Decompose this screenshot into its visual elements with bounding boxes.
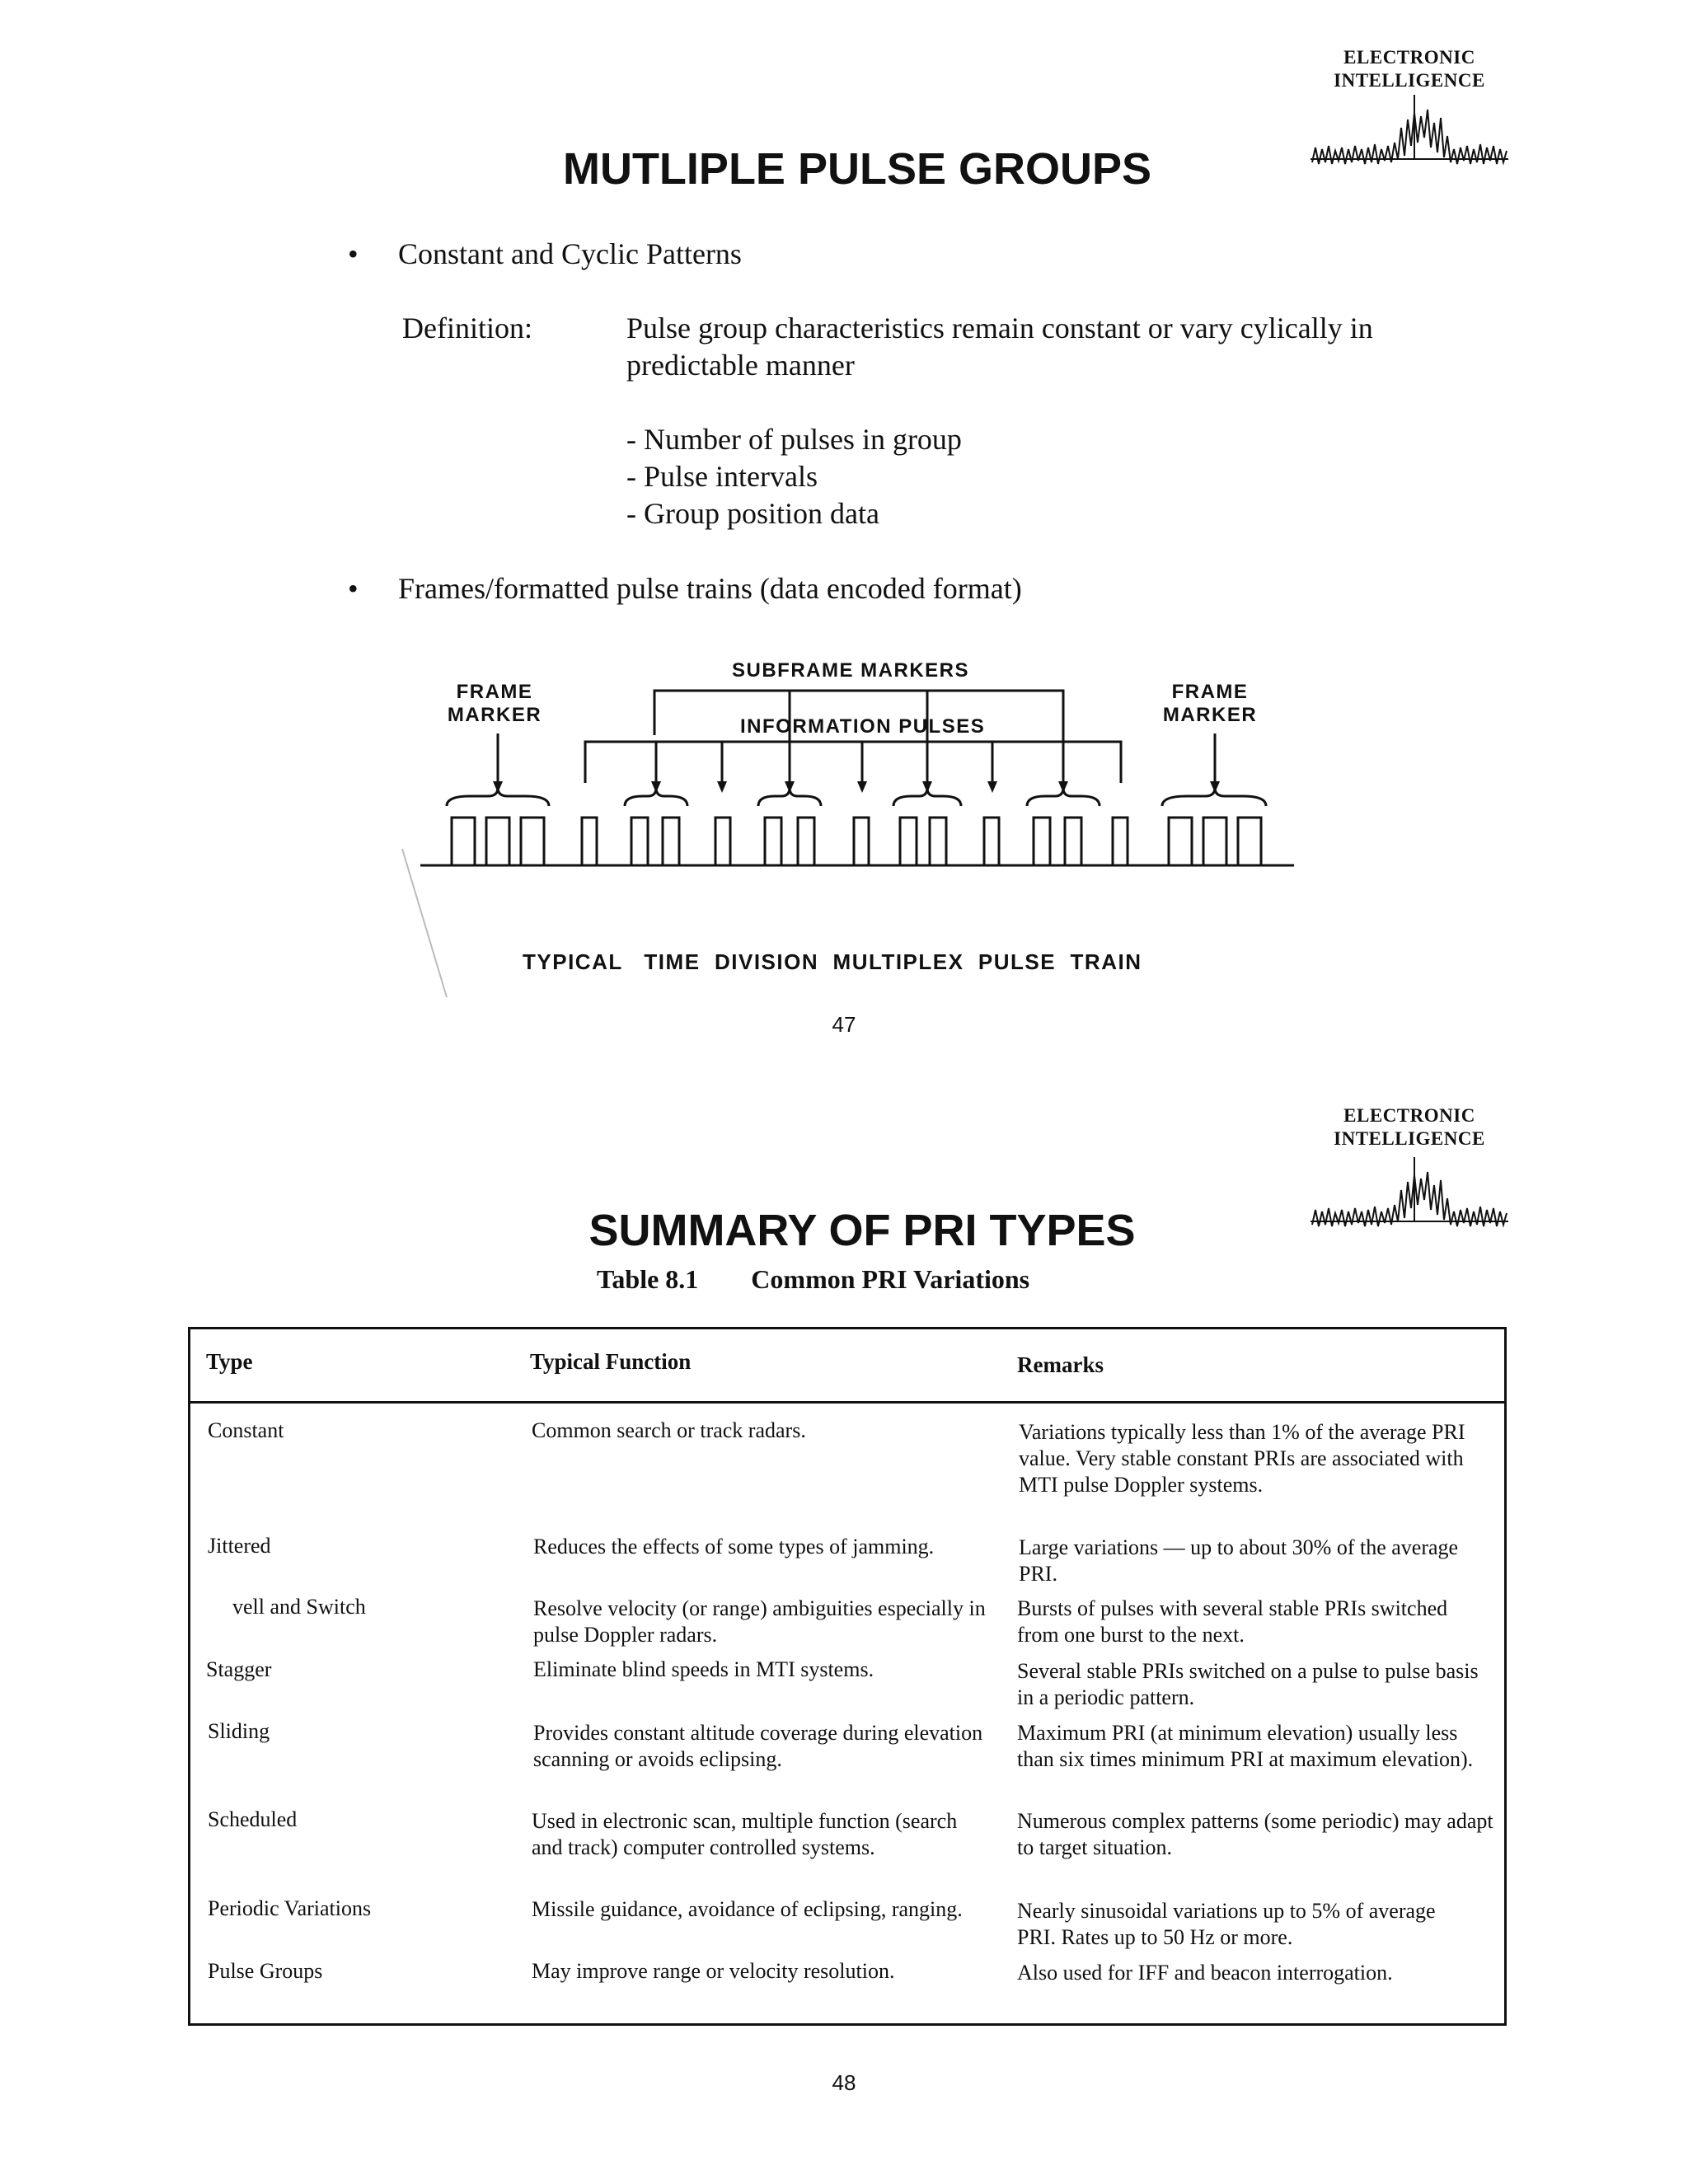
bullet-2-text: Frames/formatted pulse trains (data encoded format): [398, 572, 1022, 605]
page-title: MUTLIPLE PULSE GROUPS: [562, 144, 1152, 194]
cell-function: Used in electronic scan, multiple function (search and track) computer controlled systems.: [532, 1809, 958, 1859]
page-number: 47: [832, 1012, 856, 1037]
cell-function: Resolve velocity (or range) ambiguities especially in pulse Doppler radars.: [533, 1596, 986, 1647]
bullet-1: [348, 236, 359, 273]
signal-logo-icon: [1311, 1157, 1508, 1236]
cell-remarks: Nearly sinusoidal variations up to 5% of average PRI. Rates up to 50 Hz or more.: [1017, 1899, 1436, 1949]
page-title: SUMMARY OF PRI TYPES: [588, 1206, 1136, 1255]
cell-remarks: Large variations — up to about 30% of the average PRI.: [1019, 1535, 1459, 1586]
cell-remarks: Variations typically less than 1% of the average PRI value. Very stable constant PRIs are associated with MTI pulse Doppler systems.: [1019, 1420, 1465, 1497]
logo-text: ELECTRONIC INTELLIGENCE: [1334, 47, 1485, 91]
bullet-1-text: Constant and Cyclic Patterns: [398, 237, 742, 270]
list-item: - Group position data: [626, 497, 879, 530]
cell-type: Stagger: [206, 1657, 272, 1681]
list-item: - Number of pulses in group: [626, 423, 962, 456]
signal-logo-icon: [1311, 95, 1508, 174]
page-number: 48: [832, 2070, 856, 2095]
diagram-caption: TYPICAL TIME DIVISION MULTIPLEX PULSE TRAIN: [523, 949, 1142, 974]
diagram-information-pulses-label: INFORMATION PULSES: [740, 715, 986, 738]
diagram-frame-marker-left: FRAME MARKER: [447, 681, 542, 726]
definition-text-line-2: predictable manner: [626, 349, 855, 382]
diagram-frame-marker-right: FRAME MARKER: [1162, 681, 1258, 726]
bullet-2: [348, 570, 359, 607]
bullet-marker: •: [348, 237, 359, 270]
cell-function: Eliminate blind speeds in MTI systems.: [533, 1657, 874, 1681]
cell-type: Jittered: [208, 1534, 271, 1558]
cell-remarks: Maximum PRI (at minimum elevation) usually less than six times minimum PRI at maximum elevation).: [1017, 1721, 1474, 1771]
cell-function: Provides constant altitude coverage during elevation scanning or avoids eclipsing.: [533, 1721, 983, 1771]
cell-function: Common search or track radars.: [532, 1418, 806, 1442]
table-header-divider: [188, 1401, 1507, 1404]
column-header-function: Typical Function: [530, 1349, 692, 1374]
cell-type: vell and Switch: [232, 1595, 366, 1619]
definition-text-line-1: Pulse group characteristics remain constant or vary cylically in: [626, 312, 1373, 344]
cell-remarks: Several stable PRIs switched on a pulse to pulse basis in a periodic pattern.: [1017, 1659, 1479, 1709]
cell-type: Constant: [208, 1418, 284, 1442]
cell-remarks: Also used for IFF and beacon interrogation.: [1017, 1961, 1393, 1985]
table-caption: Table 8.1 Common PRI Variations: [597, 1264, 1030, 1294]
cell-function: May improve range or velocity resolution.: [532, 1959, 895, 1983]
definition-label: Definition:: [402, 312, 532, 344]
cell-type: Sliding: [208, 1719, 270, 1743]
cell-remarks: Bursts of pulses with several stable PRIs switched from one burst to the next.: [1017, 1596, 1448, 1647]
list-item: - Pulse intervals: [626, 460, 818, 493]
cell-type: Scheduled: [208, 1807, 298, 1831]
cell-type: Periodic Variations: [208, 1896, 372, 1920]
column-header-type: Type: [206, 1349, 253, 1374]
diagram-subframe-markers-label: SUBFRAME MARKERS: [732, 659, 969, 682]
cell-function: Reduces the effects of some types of jamming.: [533, 1535, 935, 1558]
cell-type: Pulse Groups: [208, 1959, 323, 1983]
bullet-marker: •: [348, 572, 359, 605]
logo-text: ELECTRONIC INTELLIGENCE: [1334, 1105, 1485, 1149]
cell-function: Missile guidance, avoidance of eclipsing, ranging.: [532, 1897, 963, 1921]
cell-remarks: Numerous complex patterns (some periodic) may adapt to target situation.: [1017, 1809, 1493, 1859]
column-header-remarks: Remarks: [1017, 1352, 1104, 1377]
